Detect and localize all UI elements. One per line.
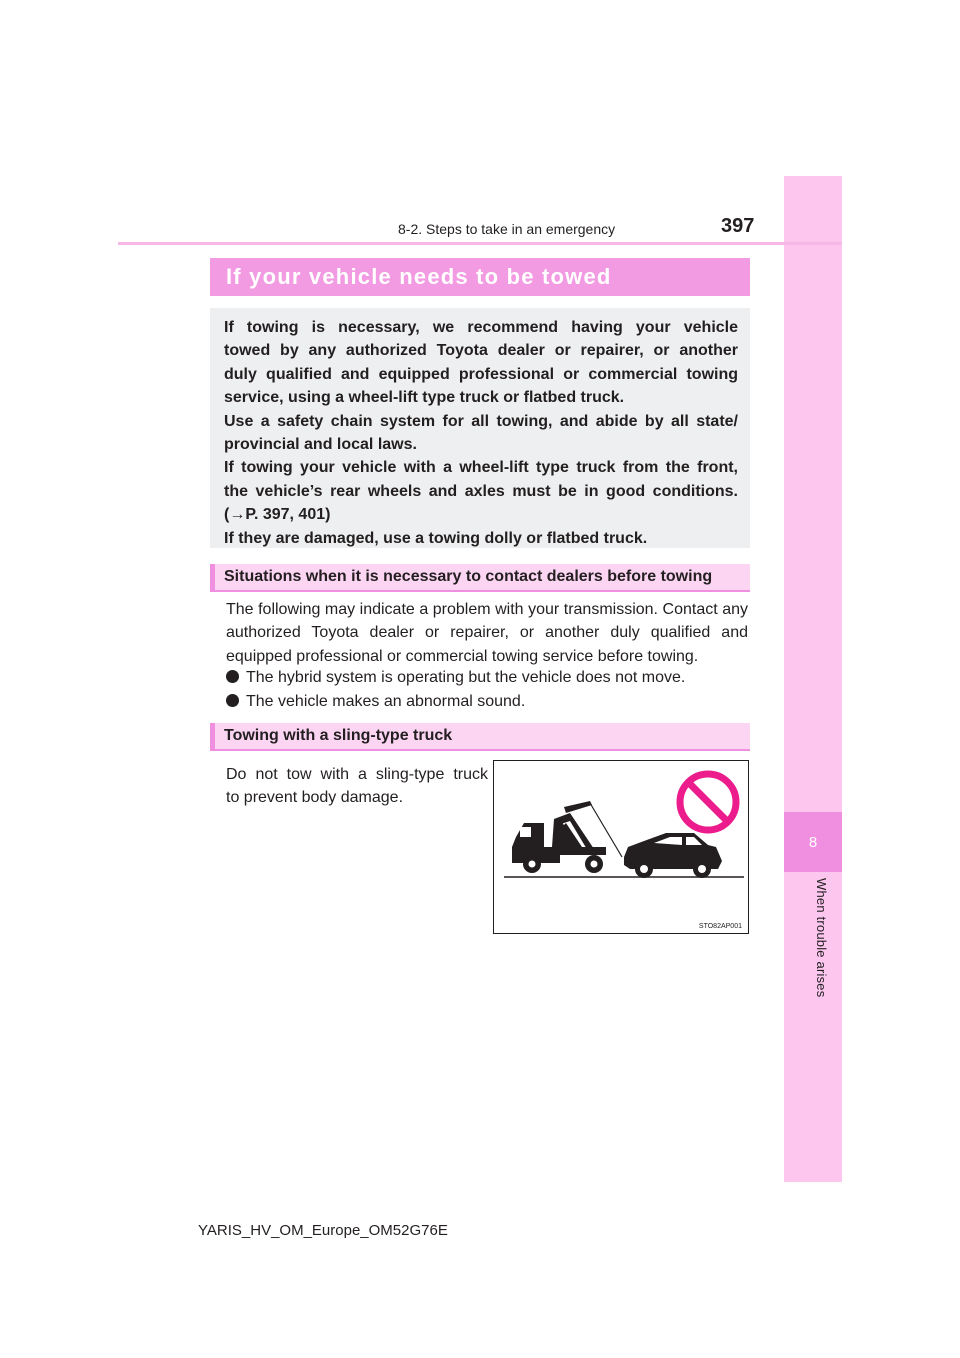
intro-line: duly qualified and equipped professional or commercial towing [224,365,738,383]
section-heading-dealers: Situations when it is necessary to contact dealers before towing [210,564,750,592]
intro-line: provincial and local laws. [224,436,417,454]
figure-code: STO82AP001 [698,923,742,930]
section-heading-sling: Towing with a sling-type truck [210,723,750,751]
chapter-label: When trouble arises [814,878,829,998]
tow-truck-graphic [494,761,748,933]
paragraph-line: to prevent body damage. [226,789,404,807]
bullet-icon [226,670,239,683]
section-paragraph: The following may indicate a problem with your transmission. Contact any authorized Toyota dealer or repairer, or another duly qualified and equipped professional or commercial towing service before towing. [226,601,748,665]
tow-truck-icon [512,801,606,873]
intro-line: the vehicle’s rear wheels and axles must be in good conditions. [224,482,738,500]
list-item-text: The vehicle makes an abnormal sound. [246,693,526,710]
prohibition-icon [680,774,736,830]
list-item [226,690,525,713]
bullet-icon [226,694,239,707]
list-item [226,666,685,689]
footer-document-id: YARIS_HV_OM_Europe_OM52G76E [198,1222,448,1239]
section-reference: 8-2. Steps to take in an emergency [398,221,616,237]
intro-line: service, using a wheel-lift type truck or flatbed truck. [224,389,625,407]
intro-line: If towing is necessary, we recommend having your vehicle [224,319,738,336]
list-item-text: The hybrid system is operating but the vehicle does not move. [246,669,686,686]
page-reference: (→P. 397, 401) [224,506,331,524]
sling-truck-illustration [493,760,749,934]
intro-line: If towing your vehicle with a wheel-lift type truck from the front, [224,459,738,477]
page-number: 397 [721,215,755,237]
paragraph-line: Do not tow with a sling-type truck [226,766,488,783]
intro-line: If they are damaged, use a towing dolly or flatbed truck. [224,529,648,547]
intro-box [210,308,750,548]
header-rule [118,242,842,245]
section-paragraph [226,763,488,810]
page-title: If your vehicle needs to be towed [210,258,750,296]
chapter-number-tab: 8 [784,812,842,872]
towed-car-icon [624,833,722,878]
intro-line: towed by any authorized Toyota dealer or repairer, or another [224,342,738,360]
intro-line: Use a safety chain system for all towing, and abide by all state/ [224,412,738,430]
